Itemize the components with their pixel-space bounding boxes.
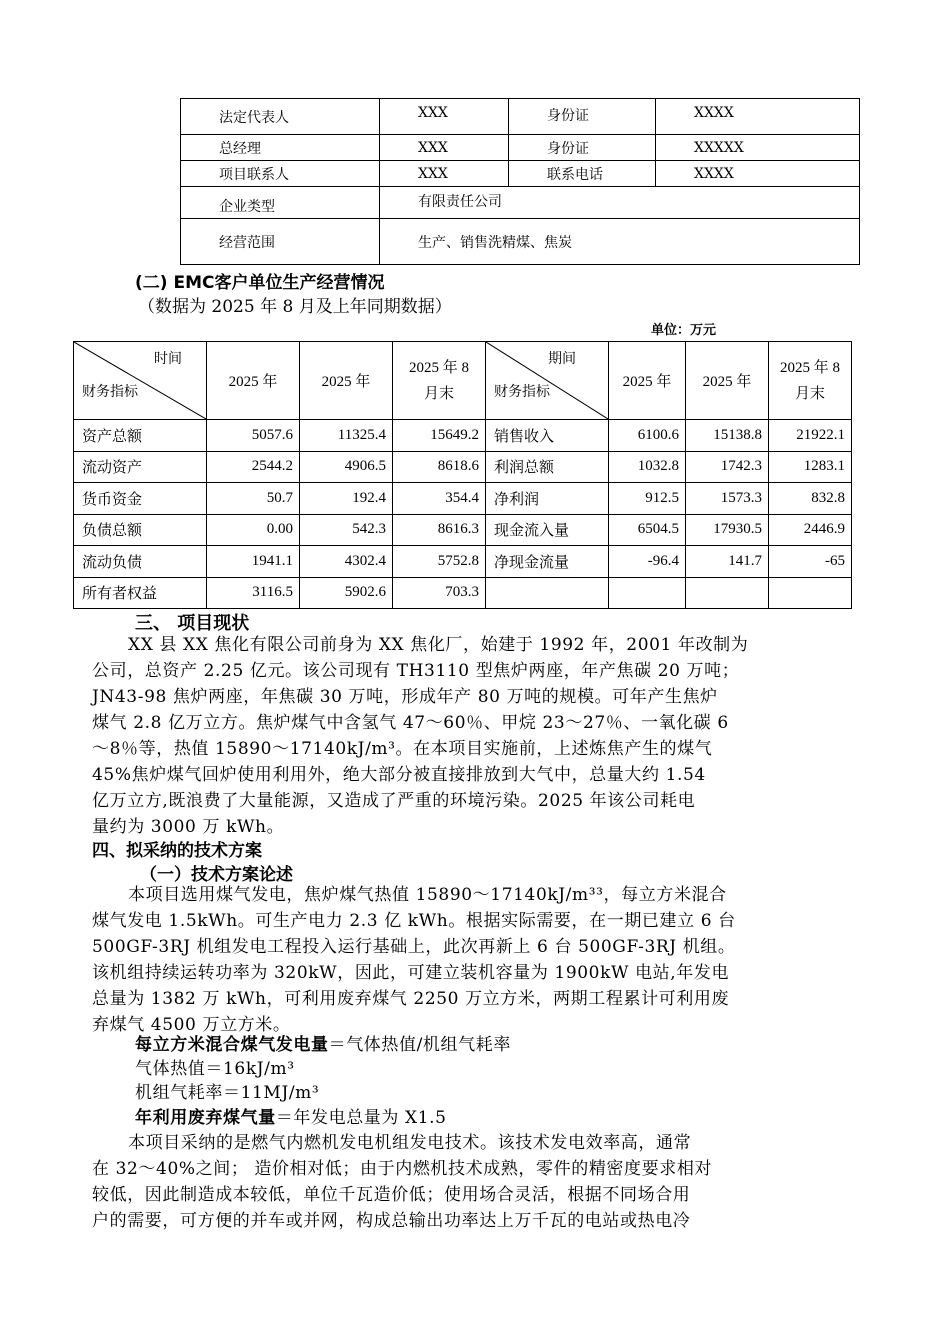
column-header: 2025 年 xyxy=(609,342,686,420)
header-time: 时间 xyxy=(154,352,182,367)
cell-value: 542.3 xyxy=(300,514,393,546)
info-label: 经营范围 xyxy=(181,219,380,265)
text-line: 总量为 1382 万 kWh，可利用废弃煤气 2250 万立方米，两期工程累计可利用废 xyxy=(92,989,730,1009)
text-line: 较低，因此制造成本较低，单位千瓦造价低；使用场合灵活，根据不同场合用 xyxy=(92,1185,691,1205)
text-line: 煤气发电 1.5kWh。可生产电力 2.3 亿 kWh。根据实际需要，在一期已建立 6 台 xyxy=(92,911,736,931)
cell-value: 192.4 xyxy=(300,483,393,515)
formula-line: 气体热值＝16kJ/m³ xyxy=(135,1059,295,1079)
column-header-line: 2025 年 8 xyxy=(408,359,469,376)
section-title: 三、 项目现状 xyxy=(135,613,250,634)
info-value: XXXX xyxy=(656,99,860,135)
cell-value: 832.8 xyxy=(769,483,852,515)
text-line: 户的需要，可方便的并车或并网，构成总输出功率达上万千瓦的电站或热电冷 xyxy=(92,1211,691,1231)
info-value: 有限责任公司 xyxy=(380,187,860,219)
cell-value: 2446.9 xyxy=(769,514,852,546)
formula-rest: ＝年发电总量为 X1.5 xyxy=(275,1108,447,1128)
row-label: 流动资产 xyxy=(74,451,207,483)
info-value: 生产、销售洗精煤、焦炭 xyxy=(380,219,860,265)
column-header xyxy=(393,342,486,420)
section-title: 四、拟采纳的技术方案 xyxy=(92,841,262,861)
text-line: JN43-98 焦炉两座，年焦碳 30 万吨，形成年产 80 万吨的规模。可年产生焦炉 xyxy=(92,687,718,707)
cell-value: 17930.5 xyxy=(686,514,769,546)
table-row xyxy=(74,451,852,483)
formula-line xyxy=(135,1105,447,1131)
diagonal-header xyxy=(74,342,207,420)
cell-value: 5902.6 xyxy=(300,577,393,609)
row-label: 资产总额 xyxy=(74,420,207,452)
table-row xyxy=(74,577,852,609)
row-label: 负债总额 xyxy=(74,514,207,546)
text-line: 本项目选用煤气发电，焦炉煤气热值 15890～17140kJ/m³³，每立方米混合 xyxy=(128,885,727,905)
financial-table xyxy=(73,341,852,609)
cell-value: 912.5 xyxy=(609,483,686,515)
table-row xyxy=(74,483,852,515)
cell-value: 50.7 xyxy=(207,483,300,515)
cell-value: 15649.2 xyxy=(393,420,486,452)
text-line: 弃煤气 4500 万立方米。 xyxy=(92,1015,291,1035)
column-header-line: 月末 xyxy=(794,385,825,402)
text-line: 45%焦炉煤气回炉使用利用外，绝大部分被直接排放到大气中，总量大约 1.54 xyxy=(92,765,706,785)
info-label: 企业类型 xyxy=(181,187,380,219)
cell-value: 3116.5 xyxy=(207,577,300,609)
subsection-title: （一）技术方案论述 xyxy=(140,865,293,885)
cell-value: 4302.4 xyxy=(300,546,393,578)
column-header xyxy=(769,342,852,420)
column-header-line: 月末 xyxy=(423,385,454,402)
row-label xyxy=(486,577,609,609)
column-header: 2025 年 xyxy=(300,342,393,420)
cell-value: 6504.5 xyxy=(609,514,686,546)
info-label: 身份证 xyxy=(509,99,656,135)
section-subtitle: （数据为 2025 年 8 月及上年同期数据） xyxy=(138,297,452,317)
company-info-table xyxy=(180,98,860,265)
info-label: 总经理 xyxy=(181,135,380,161)
formula-term: 年利用废弃煤气量 xyxy=(135,1108,276,1128)
row-label: 流动负债 xyxy=(74,546,207,578)
info-label: 身份证 xyxy=(509,135,656,161)
cell-value: 141.7 xyxy=(686,546,769,578)
section-title: (二) EMC客户单位生产经营情况 xyxy=(135,273,385,293)
cell-value: 1742.3 xyxy=(686,451,769,483)
info-value: XXX xyxy=(380,135,509,161)
cell-value: 703.3 xyxy=(393,577,486,609)
formula-term: 每立方米混合煤气发电量 xyxy=(135,1035,329,1055)
column-header: 2025 年 xyxy=(207,342,300,420)
text-line: 在 32～40%之间； 造价相对低；由于内燃机技术成熟，零件的精密度要求相对 xyxy=(92,1159,713,1179)
info-label: 法定代表人 xyxy=(181,99,380,135)
cell-value: -96.4 xyxy=(609,546,686,578)
cell-value xyxy=(686,577,769,609)
cell-value: 4906.5 xyxy=(300,451,393,483)
table-row xyxy=(74,420,852,452)
cell-value: -65 xyxy=(769,546,852,578)
column-header: 2025 年 xyxy=(686,342,769,420)
text-line: XX 县 XX 焦化有限公司前身为 XX 焦化厂，始建于 1992 年，2001 年改制为 xyxy=(128,635,749,655)
cell-value: 1573.3 xyxy=(686,483,769,515)
text-line: 煤气 2.8 亿万立方。焦炉煤气中含氢气 47～60％、甲烷 23～27％、一氧化碳 6 xyxy=(92,713,729,733)
header-period: 期间 xyxy=(548,352,576,367)
info-label: 联系电话 xyxy=(509,161,656,187)
cell-value: 21922.1 xyxy=(769,420,852,452)
diagonal-header xyxy=(486,342,609,420)
unit-label: 单位：万元 xyxy=(651,323,717,338)
table-row xyxy=(74,546,852,578)
text-line: 该机组持续运转功率为 320kW，因此，可建立装机容量为 1900kW 电站,年发电 xyxy=(92,963,730,983)
info-label: 项目联系人 xyxy=(181,161,380,187)
cell-value: 0.00 xyxy=(207,514,300,546)
cell-value: 8616.3 xyxy=(393,514,486,546)
text-line: 公司，总资产 2.25 亿元。该公司现有 TH3110 型焦炉两座，年产焦碳 20 万吨； xyxy=(92,661,740,681)
cell-value: 1032.8 xyxy=(609,451,686,483)
text-line: 亿万立方,既浪费了大量能源，又造成了严重的环境污染。2025 年该公司耗电 xyxy=(92,791,696,811)
info-value: XXX xyxy=(380,161,509,187)
row-label: 利润总额 xyxy=(486,451,609,483)
section-body xyxy=(92,632,872,840)
header-indicator: 财务指标 xyxy=(82,385,138,400)
row-label: 销售收入 xyxy=(486,420,609,452)
section-body xyxy=(92,882,872,1038)
formula-rest: ＝气体热值/机组气耗率 xyxy=(328,1035,511,1055)
row-label: 现金流入量 xyxy=(486,514,609,546)
cell-value: 11325.4 xyxy=(300,420,393,452)
header-indicator: 财务指标 xyxy=(494,385,550,400)
cell-value: 15138.8 xyxy=(686,420,769,452)
formula-line xyxy=(135,1032,511,1058)
cell-value: 1941.1 xyxy=(207,546,300,578)
cell-value xyxy=(769,577,852,609)
formula-line: 机组气耗率＝11MJ/m³ xyxy=(135,1083,320,1103)
column-header-line: 2025 年 8 xyxy=(779,359,840,376)
cell-value: 6100.6 xyxy=(609,420,686,452)
info-value: XXXX xyxy=(656,161,860,187)
table-row xyxy=(74,514,852,546)
cell-value: 8618.6 xyxy=(393,451,486,483)
cell-value xyxy=(609,577,686,609)
cell-value: 1283.1 xyxy=(769,451,852,483)
text-line: 本项目采纳的是燃气内燃机发电机组发电技术。该技术发电效率高，通常 xyxy=(128,1133,692,1153)
row-label: 所有者权益 xyxy=(74,577,207,609)
cell-value: 5752.8 xyxy=(393,546,486,578)
text-line: 500GF-3RJ 机组发电工程投入运行基础上，此次再新上 6 台 500GF-3RJ 机组。 xyxy=(92,937,736,957)
cell-value: 2544.2 xyxy=(207,451,300,483)
info-value: XXXXX xyxy=(656,135,860,161)
text-line: 量约为 3000 万 kWh。 xyxy=(92,817,285,837)
info-value: XXX xyxy=(380,99,509,135)
row-label: 净利润 xyxy=(486,483,609,515)
section-body xyxy=(92,1130,872,1234)
row-label: 货币资金 xyxy=(74,483,207,515)
cell-value: 5057.6 xyxy=(207,420,300,452)
row-label: 净现金流量 xyxy=(486,546,609,578)
cell-value: 354.4 xyxy=(393,483,486,515)
text-line: ～8％等，热值 15890～17140kJ/m³。在本项目实施前，上述炼焦产生的煤气 xyxy=(92,739,713,759)
